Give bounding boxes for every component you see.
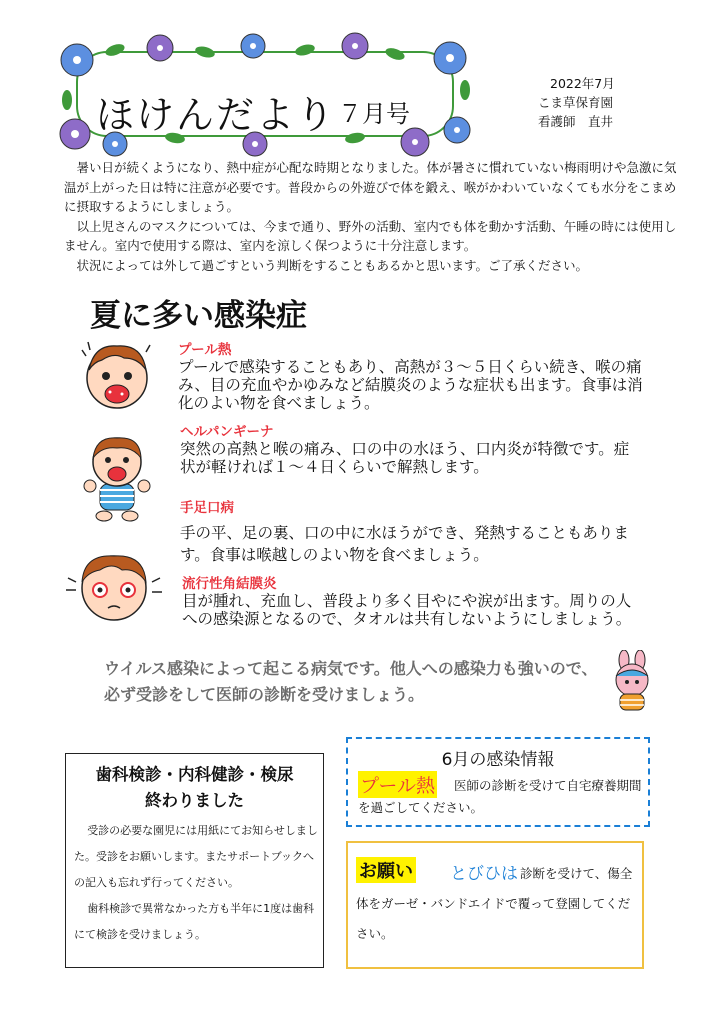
issue-label: ７月号	[338, 100, 410, 128]
disease-description: プールで感染することもあり、高熱が３～５日くらい続き、喉の痛み、目の充血やかゆみなど結膜炎のような症状も出ます。食事は消化のよい物を食べましょう。	[178, 358, 643, 412]
disease-name: 手足口病	[180, 500, 234, 516]
disease-herpangina	[180, 420, 640, 476]
author-name: 看護師 直井	[538, 114, 614, 129]
request-text: 診断を受けて、傷全体をガーゼ・バンドエイドで覆って登園してください。	[356, 866, 633, 941]
intro-paragraph: 暑い日が続くようになり、熱中症が心配な時期となりました。体が暑さに慣れていない梅雨明けや急激に気温が上がった日は特に注意が必要です。普段からの外遊びで体を鍛え、喉がかわいていなくても水分をこまめに摂取するようにしましょう。	[64, 160, 677, 214]
disease-conjunctivitis	[182, 572, 642, 628]
intro-text	[64, 158, 684, 275]
request-box	[346, 841, 644, 969]
disease-pool-fever	[178, 338, 648, 412]
disease-description: 手の平、足の裏、口の中に水ほうができ、発熱することもあります。食事は喉越しのよい物を食べましょう。	[180, 524, 629, 564]
infection-info-title: 6月の感染情報	[441, 750, 555, 770]
issue-date: 2022年7月	[550, 76, 615, 91]
checkup-paragraph: 歯科検診で異常なかった方も半年に1度は歯科にて検診を受けましょう。	[74, 902, 315, 941]
infection-info-box	[346, 737, 650, 827]
request-disease: とびひは	[450, 864, 518, 884]
section-title: 夏に多い感染症	[90, 298, 307, 334]
bunny-mascot-illustration	[606, 650, 658, 714]
request-label: お願い	[356, 857, 416, 883]
virus-notice: ウイルス感染によって起こる病気です。他人への感染力も強いので、必ず受診をして医師の診断を受けましょう。	[104, 659, 598, 704]
crying-child-illustration	[80, 336, 154, 416]
checkup-box	[65, 753, 324, 968]
checkup-body	[74, 818, 320, 948]
infection-info-disease: プール熱	[358, 771, 437, 798]
newsletter-title: ほけんだより	[96, 93, 337, 137]
infection-info-text: 医師の診断を受けて自宅療養期間を過ごしてください。	[358, 778, 642, 815]
disease-hand-foot-mouth	[180, 496, 640, 566]
intro-paragraph: 以上児さんのマスクについては、今まで通り、野外の活動、室内でも体を動かす活動、午睡の時には使用しません。室内で使用する際は、室内を涼しく保つように十分注意します。	[64, 218, 677, 253]
school-name: こま草保育園	[538, 95, 614, 110]
header-meta	[532, 74, 615, 131]
disease-description: 突然の高熱と喉の痛み、口の中の水ほう、口内炎が特徴です。症状が軽ければ１～４日くらいで解熱します。	[180, 440, 630, 476]
child-red-eyes-illustration	[64, 548, 164, 624]
checkup-title	[66, 762, 323, 814]
child-open-mouth-illustration	[82, 430, 152, 522]
disease-name: 流行性角結膜炎	[182, 576, 277, 592]
checkup-paragraph: 受診の必要な園児には用紙にてお知らせしました。受診をお願いします。またサポートブックへの記入も忘れず行ってください。	[74, 824, 318, 889]
disease-description: 目が腫れ、充血し、普段より多く目やにや涙が出ます。周りの人への感染源となるので、タオルは共有しないようにしましょう。	[182, 592, 632, 628]
checkup-title-line: 歯科検診・内科健診・検尿	[95, 765, 294, 784]
disease-name: ヘルパンギーナ	[180, 424, 274, 440]
disease-name: プール熱	[178, 342, 232, 358]
checkup-title-line: 終わりました	[145, 791, 244, 810]
intro-paragraph: 状況によっては外して過ごすという判断をすることもあるかと思います。ご了承ください。	[76, 257, 589, 273]
